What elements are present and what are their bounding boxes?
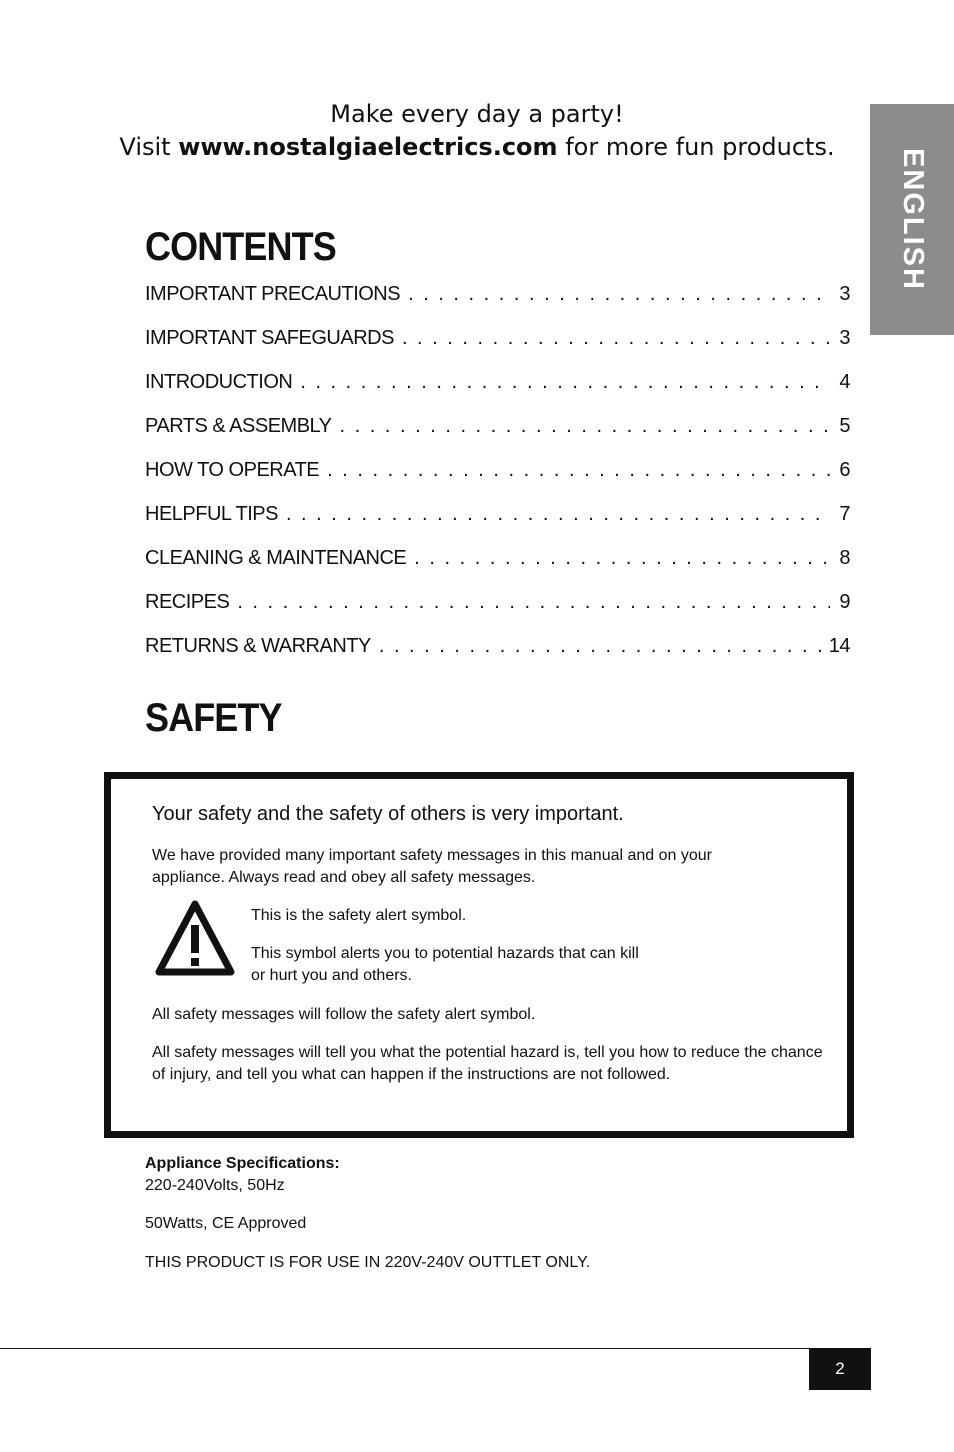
safety-hazard-text: All safety messages will tell you what the potential hazard is, tell you how to reduce the chance of injury, and tell you what can happen if the instructions are not followed.: [152, 1044, 823, 1083]
tagline: Make every day a party!: [330, 100, 624, 128]
specs-voltage: 220-240Volts, 50Hz: [145, 1177, 285, 1194]
toc-item-label: RETURNS & WARRANTY: [145, 635, 371, 657]
toc-item[interactable]: [145, 635, 850, 679]
toc-item-label: HOW TO OPERATE: [145, 459, 320, 481]
toc-item-page: 4: [839, 371, 850, 393]
toc-leader: [237, 591, 830, 614]
toc-item-label: IMPORTANT SAFEGUARDS: [145, 327, 394, 349]
contents-heading: CONTENTS: [145, 225, 336, 269]
toc-item-label: INTRODUCTION: [145, 371, 293, 393]
toc-leader: [408, 283, 830, 306]
toc-item-page: 9: [839, 591, 850, 613]
language-tab: [870, 104, 954, 335]
toc-item-label: HELPFUL TIPS: [145, 503, 278, 525]
toc-item-label: RECIPES: [145, 591, 230, 613]
toc-item-label: CLEANING & MAINTENANCE: [145, 547, 407, 569]
footer-divider: [0, 1348, 870, 1349]
toc-item[interactable]: [145, 459, 850, 503]
safety-box-title: Your safety and the safety of others is very important.: [152, 803, 624, 825]
toc-item[interactable]: [145, 371, 850, 415]
toc-item-label: PARTS & ASSEMBLY: [145, 415, 332, 437]
visit-prefix: Visit: [119, 133, 171, 161]
toc-item[interactable]: [145, 415, 850, 459]
toc-item[interactable]: [145, 327, 850, 371]
toc-item-page: 8: [839, 547, 850, 569]
visit-line: [0, 133, 954, 161]
toc-leader: [379, 635, 821, 658]
toc-item[interactable]: [145, 283, 850, 327]
specs-outlet-note: THIS PRODUCT IS FOR USE IN 220V-240V OUTTLET ONLY.: [145, 1254, 591, 1271]
safety-follow-text: All safety messages will follow the safety alert symbol.: [152, 1006, 536, 1023]
safety-intro-text: We have provided many important safety messages in this manual and on your appliance. Always read and obey all safety messages.: [152, 847, 712, 886]
toc-item-page: 3: [839, 327, 850, 349]
toc-leader: [286, 503, 830, 526]
toc-leader: [300, 371, 830, 394]
safety-notice-box: [104, 772, 854, 1138]
visit-suffix: for more fun products.: [565, 133, 835, 161]
toc-item-page: 7: [839, 503, 850, 525]
website-link[interactable]: www.nostalgiaelectrics.com: [178, 133, 558, 161]
toc-leader: [414, 547, 830, 570]
specs-wattage: 50Watts, CE Approved: [145, 1215, 307, 1232]
toc-leader: [340, 415, 830, 438]
toc-item-page: 5: [839, 415, 850, 437]
toc-item-label: IMPORTANT PRECAUTIONS: [145, 283, 401, 305]
safety-heading: SAFETY: [145, 696, 282, 740]
toc-item-page: 14: [828, 635, 850, 657]
toc-item[interactable]: [145, 547, 850, 591]
table-of-contents: [145, 283, 850, 679]
specs-title: Appliance Specifications:: [145, 1155, 340, 1172]
safety-symbol-alert-text: This symbol alerts you to potential hazards that can kill or hurt you and others.: [251, 945, 639, 984]
toc-leader: [327, 459, 830, 482]
toc-item[interactable]: [145, 591, 850, 635]
page-number: 2: [809, 1348, 871, 1390]
toc-item-page: 3: [839, 283, 850, 305]
warning-triangle-icon: [155, 899, 235, 977]
language-tab-label: ENGLISH: [896, 148, 929, 291]
toc-item-page: 6: [839, 459, 850, 481]
safety-symbol-text: This is the safety alert symbol.: [251, 907, 467, 924]
toc-leader: [402, 327, 830, 350]
toc-item[interactable]: [145, 503, 850, 547]
